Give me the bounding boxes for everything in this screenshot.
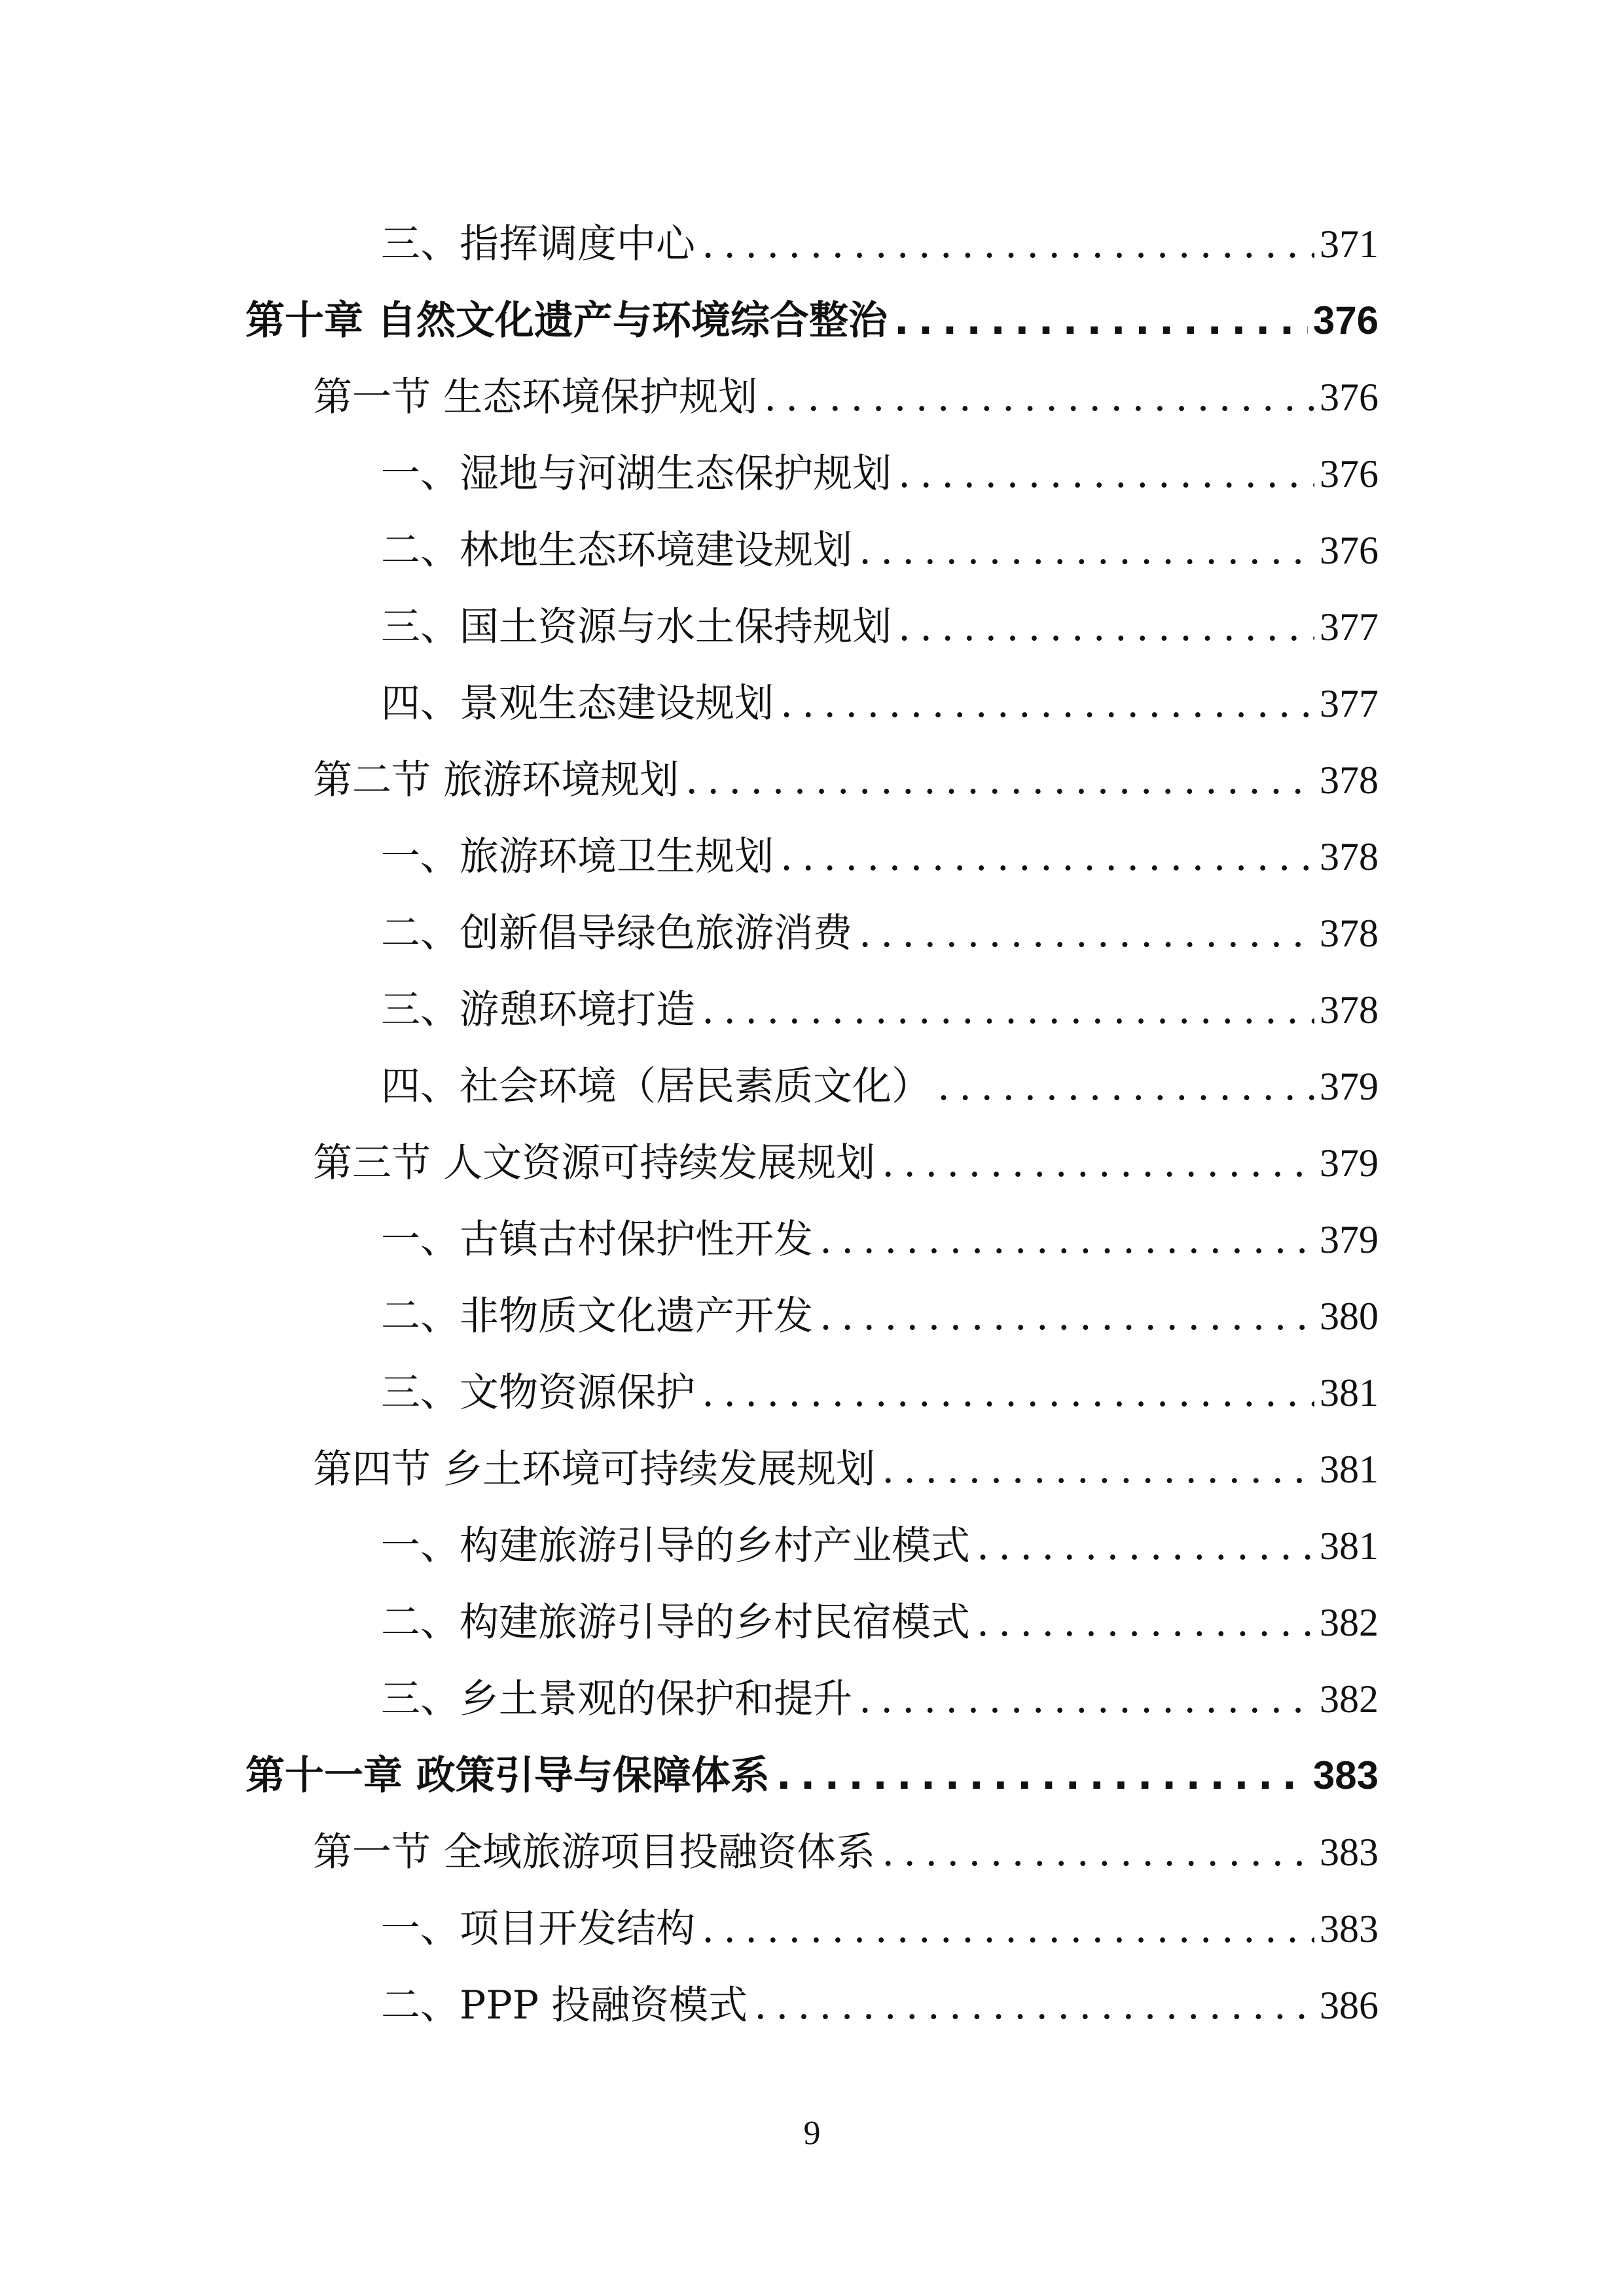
toc-entry[interactable]: [381, 206, 1379, 282]
toc-entry-page: 378: [1320, 758, 1379, 802]
dot-leader: [702, 224, 1314, 264]
toc-entry-page: 383: [1312, 1753, 1379, 1797]
toc-chapter-entry[interactable]: [245, 1737, 1379, 1814]
toc-entry-page: 377: [1320, 605, 1379, 649]
toc-entry-page: 376: [1320, 375, 1379, 419]
toc-entry[interactable]: [381, 1354, 1379, 1431]
toc-entry-page: 381: [1320, 1524, 1379, 1568]
dot-leader: [882, 1833, 1314, 1872]
toc-entry[interactable]: [381, 971, 1379, 1048]
toc-entry-label: 第一节 生态环境保护规划: [313, 374, 758, 420]
dot-leader: [977, 1526, 1314, 1566]
toc-section-entry[interactable]: [313, 742, 1379, 818]
toc-entry-page: 386: [1320, 1983, 1379, 2027]
toc-entry-page: 381: [1320, 1371, 1379, 1414]
toc-entry-label: 第四节 乡土环境可持续发展规划: [313, 1446, 876, 1492]
toc-entry[interactable]: [381, 1278, 1379, 1354]
toc-entry-page: 378: [1320, 911, 1379, 955]
toc-entry-page: 379: [1320, 1064, 1379, 1108]
toc-entry-label: 一、项目开发结构: [381, 1905, 695, 1952]
dot-leader: [776, 1756, 1308, 1795]
toc-entry-page: 383: [1320, 1907, 1379, 1950]
toc-entry-label: 三、乡土景观的保护和提升: [381, 1676, 852, 1722]
toc-entry-page: 382: [1320, 1600, 1379, 1644]
toc-entry[interactable]: [381, 665, 1379, 742]
dot-leader: [764, 378, 1314, 417]
toc-entry-label: 三、指挥调度中心: [381, 221, 695, 267]
toc-entry[interactable]: [381, 1201, 1379, 1278]
dot-leader: [702, 1909, 1314, 1948]
dot-leader: [820, 1220, 1314, 1259]
toc-entry-page: 376: [1320, 528, 1379, 572]
dot-leader: [859, 914, 1314, 953]
toc-entry-page: 379: [1320, 1141, 1379, 1185]
toc-entry-page: 377: [1320, 681, 1379, 725]
toc-entry-page: 382: [1320, 1677, 1379, 1721]
toc-section-entry[interactable]: [313, 1814, 1379, 1890]
toc-entry-label: 二、林地生态环境建设规划: [381, 527, 852, 573]
toc-entry-page: 376: [1320, 452, 1379, 495]
toc-entry-page: 378: [1320, 834, 1379, 878]
toc-entry[interactable]: [381, 1507, 1379, 1584]
dot-leader: [898, 607, 1314, 647]
toc-entry-label: 第十章 自然文化遗产与环境综合整治: [245, 297, 888, 344]
dot-leader: [859, 531, 1314, 570]
dot-leader: [859, 1679, 1314, 1719]
dot-leader: [898, 454, 1314, 493]
toc-entry[interactable]: [381, 1584, 1379, 1660]
dot-leader: [937, 1067, 1314, 1106]
toc-entry-label: 一、古镇古村保护性开发: [381, 1216, 813, 1263]
page-number: 9: [803, 2115, 821, 2152]
toc-section-entry[interactable]: [313, 1431, 1379, 1507]
toc-entry-page: 371: [1320, 222, 1379, 266]
dot-leader: [702, 1373, 1314, 1412]
toc-entry[interactable]: [381, 1890, 1379, 1967]
toc-entry-label: 四、景观生态建设规划: [381, 680, 774, 726]
toc-entry-label: 一、构建旅游引导的乡村产业模式: [381, 1522, 970, 1569]
toc-entry-label: 第十一章 政策引导与保障体系: [245, 1752, 770, 1799]
toc-entry-page: 376: [1312, 298, 1379, 342]
toc-entry-page: 383: [1320, 1830, 1379, 1874]
toc-entry[interactable]: [381, 435, 1379, 512]
toc-entry[interactable]: [381, 1967, 1379, 2043]
toc-entry-label: 一、旅游环境卫生规划: [381, 833, 774, 880]
dot-leader: [754, 1986, 1314, 2025]
toc-entry-label: 三、游憩环境打造: [381, 986, 695, 1033]
toc-entry[interactable]: [381, 895, 1379, 971]
toc-chapter-entry[interactable]: [245, 282, 1379, 359]
toc-section-entry[interactable]: [313, 359, 1379, 435]
toc-entry-label: 二、非物质文化遗产开发: [381, 1293, 813, 1339]
toc-entry-label: 第三节 人文资源可持续发展规划: [313, 1139, 876, 1186]
toc-entry-label: 四、社会环境（居民素质文化）: [381, 1063, 931, 1109]
toc-entry[interactable]: [381, 1048, 1379, 1124]
toc-entry-page: 380: [1320, 1294, 1379, 1338]
dot-leader: [820, 1297, 1314, 1336]
toc-entry-label: 第一节 全域旅游项目投融资体系: [313, 1829, 876, 1875]
toc-entry-label: 三、文物资源保护: [381, 1369, 695, 1416]
dot-leader: [882, 1143, 1314, 1183]
toc-entry[interactable]: [381, 1660, 1379, 1737]
toc-entry-page: 379: [1320, 1217, 1379, 1261]
dot-leader: [780, 837, 1314, 876]
toc-entry-label: 第二节 旅游环境规划: [313, 757, 679, 803]
toc-entry-label: 二、创新倡导绿色旅游消费: [381, 910, 852, 956]
dot-leader: [894, 301, 1308, 340]
toc-entry[interactable]: [381, 512, 1379, 588]
toc-entry-label: 二、PPP 投融资模式: [381, 1982, 748, 2028]
toc-entry-label: 三、国土资源与水土保持规划: [381, 603, 892, 650]
toc-section-entry[interactable]: [313, 1124, 1379, 1201]
toc-entry-label: 一、湿地与河湖生态保护规划: [381, 450, 892, 497]
toc-entry-label: 二、构建旅游引导的乡村民宿模式: [381, 1599, 970, 1645]
dot-leader: [977, 1603, 1314, 1642]
toc-entry[interactable]: [381, 588, 1379, 665]
dot-leader: [780, 684, 1314, 723]
dot-leader: [882, 1450, 1314, 1489]
toc-entry[interactable]: [381, 818, 1379, 895]
dot-leader: [685, 761, 1314, 800]
toc-entry-page: 378: [1320, 988, 1379, 1031]
toc-entry-page: 381: [1320, 1447, 1379, 1491]
dot-leader: [702, 990, 1314, 1030]
